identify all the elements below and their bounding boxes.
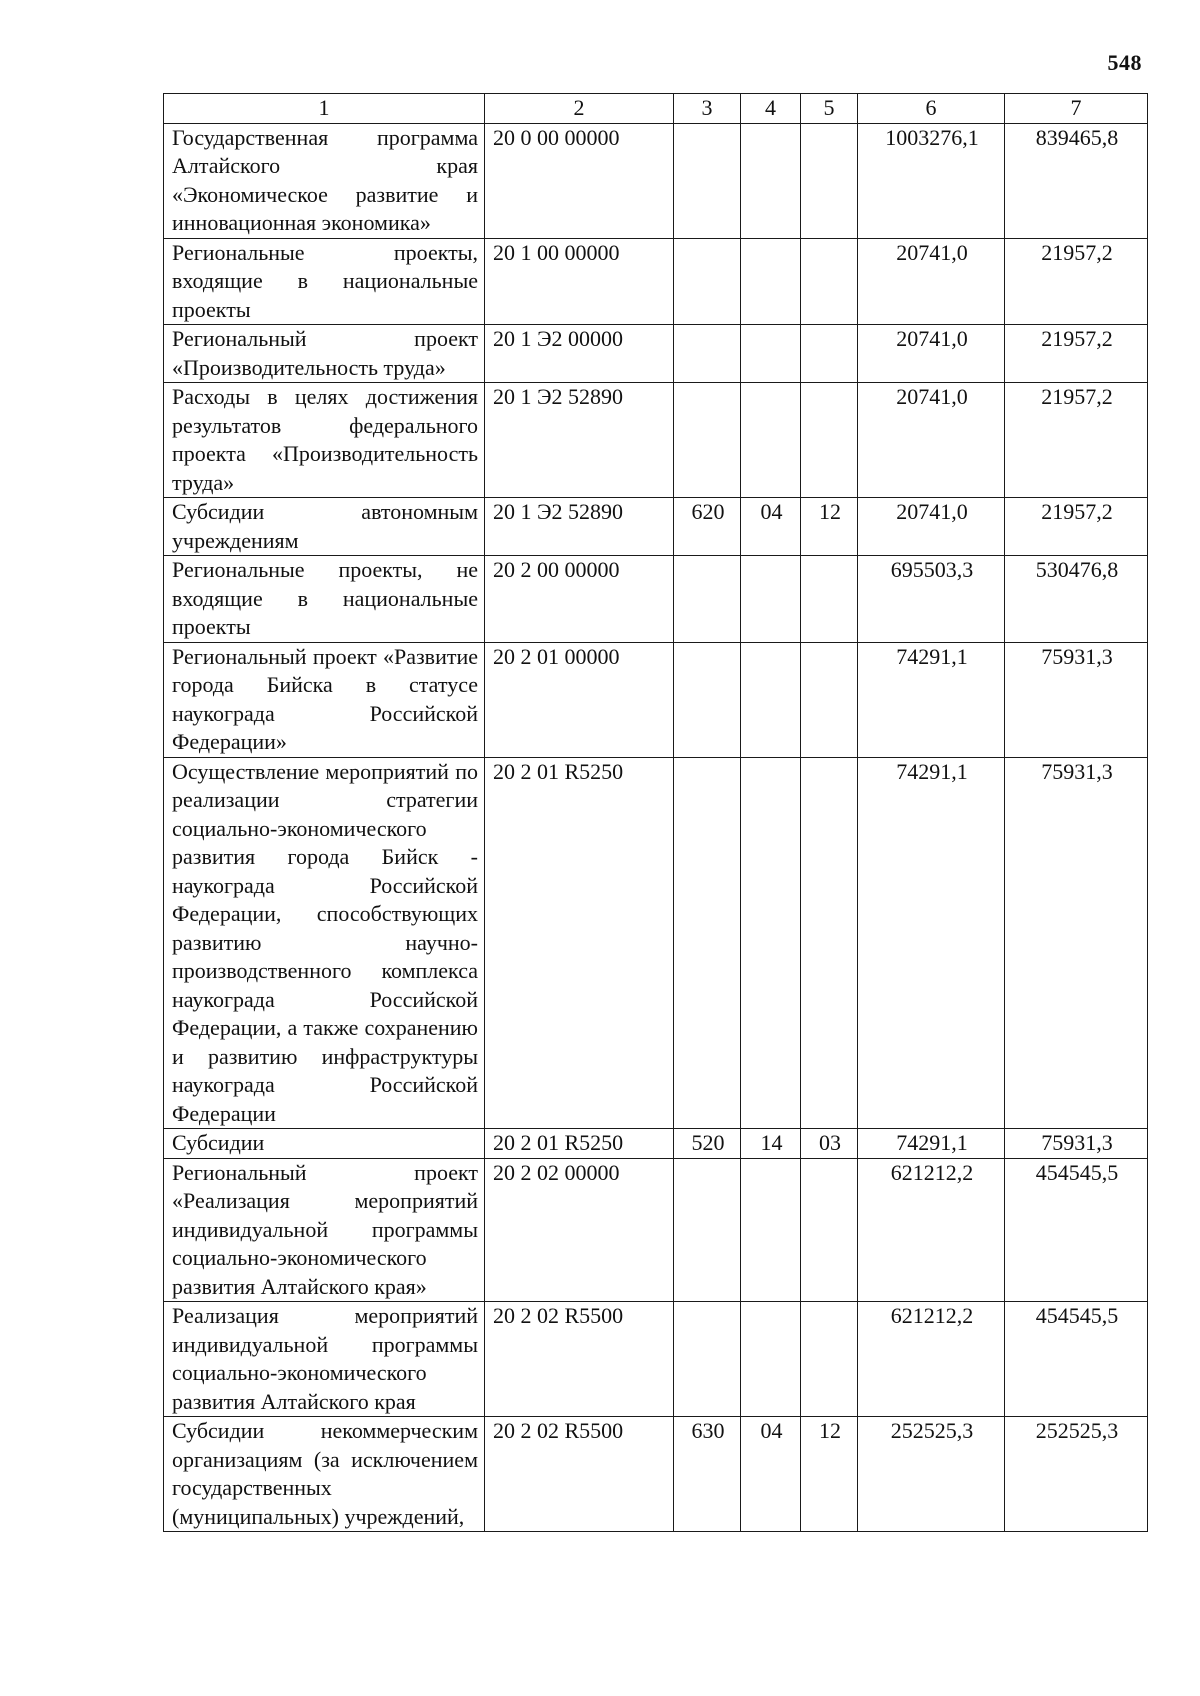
row-name: Региональные проекты, не входящие в национальные проекты bbox=[164, 556, 485, 643]
row-col4 bbox=[741, 123, 801, 238]
row-name: Расходы в целях достижения результатов федерального проекта «Производительность труда» bbox=[164, 383, 485, 498]
row-col3: 520 bbox=[674, 1129, 741, 1159]
row-value-7: 530476,8 bbox=[1005, 556, 1148, 643]
row-code: 20 2 01 R5250 bbox=[485, 757, 674, 1129]
row-col4 bbox=[741, 383, 801, 498]
row-col5: 12 bbox=[801, 1417, 858, 1532]
row-code: 20 2 01 00000 bbox=[485, 642, 674, 757]
row-col3 bbox=[674, 1158, 741, 1302]
row-value-7: 21957,2 bbox=[1005, 325, 1148, 383]
row-value-7: 21957,2 bbox=[1005, 238, 1148, 325]
table-header-row bbox=[164, 94, 1148, 124]
row-code: 20 1 Э2 52890 bbox=[485, 498, 674, 556]
row-col4 bbox=[741, 325, 801, 383]
row-code: 20 2 02 R5500 bbox=[485, 1417, 674, 1532]
row-col3 bbox=[674, 383, 741, 498]
row-col5 bbox=[801, 325, 858, 383]
budget-table bbox=[163, 93, 1148, 1532]
row-col3: 620 bbox=[674, 498, 741, 556]
column-header-2: 2 bbox=[485, 94, 674, 124]
row-name: Региональные проекты, входящие в национальные проекты bbox=[164, 238, 485, 325]
column-header-1: 1 bbox=[164, 94, 485, 124]
row-value-7: 252525,3 bbox=[1005, 1417, 1148, 1532]
column-header-7: 7 bbox=[1005, 94, 1148, 124]
row-col4 bbox=[741, 1158, 801, 1302]
row-value-6: 74291,1 bbox=[858, 642, 1005, 757]
row-value-6: 20741,0 bbox=[858, 383, 1005, 498]
row-name: Региональный проект «Развитие города Бийска в статусе наукограда Российской Федерации» bbox=[164, 642, 485, 757]
row-col4 bbox=[741, 238, 801, 325]
table-row bbox=[164, 757, 1148, 1129]
row-col5 bbox=[801, 556, 858, 643]
row-code: 20 2 02 R5500 bbox=[485, 1302, 674, 1417]
table-row bbox=[164, 642, 1148, 757]
row-value-6: 74291,1 bbox=[858, 757, 1005, 1129]
row-col3 bbox=[674, 556, 741, 643]
row-col5 bbox=[801, 123, 858, 238]
row-code: 20 2 00 00000 bbox=[485, 556, 674, 643]
row-col5 bbox=[801, 1302, 858, 1417]
row-col3 bbox=[674, 123, 741, 238]
row-value-7: 75931,3 bbox=[1005, 1129, 1148, 1159]
row-col3 bbox=[674, 642, 741, 757]
row-value-6: 252525,3 bbox=[858, 1417, 1005, 1532]
table-row bbox=[164, 325, 1148, 383]
row-col5 bbox=[801, 1158, 858, 1302]
page-number: 548 bbox=[1107, 50, 1142, 75]
row-col4 bbox=[741, 1302, 801, 1417]
row-col4 bbox=[741, 757, 801, 1129]
row-code: 20 1 Э2 52890 bbox=[485, 383, 674, 498]
row-col5: 12 bbox=[801, 498, 858, 556]
row-code: 20 2 02 00000 bbox=[485, 1158, 674, 1302]
row-code: 20 1 00 00000 bbox=[485, 238, 674, 325]
table-row bbox=[164, 383, 1148, 498]
row-col4: 04 bbox=[741, 498, 801, 556]
column-header-6: 6 bbox=[858, 94, 1005, 124]
column-header-4: 4 bbox=[741, 94, 801, 124]
table-row bbox=[164, 1158, 1148, 1302]
row-name: Осуществление мероприятий по реализации стратегии социально-экономического развития города Бийск - наукограда Российской Федерации, способствующих развитию научно-производственного комплекса наукограда Российской Федерации, а также сохранению и развитию инфраструктуры наукограда Российской Федерации bbox=[164, 757, 485, 1129]
row-col4 bbox=[741, 642, 801, 757]
row-col5 bbox=[801, 757, 858, 1129]
table-row bbox=[164, 1417, 1148, 1532]
row-code: 20 0 00 00000 bbox=[485, 123, 674, 238]
row-col3 bbox=[674, 1302, 741, 1417]
row-col5 bbox=[801, 642, 858, 757]
row-col3 bbox=[674, 325, 741, 383]
row-col3 bbox=[674, 757, 741, 1129]
table-row bbox=[164, 498, 1148, 556]
row-code: 20 1 Э2 00000 bbox=[485, 325, 674, 383]
row-value-6: 1003276,1 bbox=[858, 123, 1005, 238]
table-row bbox=[164, 1129, 1148, 1159]
row-value-6: 20741,0 bbox=[858, 325, 1005, 383]
row-col4: 04 bbox=[741, 1417, 801, 1532]
row-name: Государственная программа Алтайского края «Экономическое развитие и инновационная экономика» bbox=[164, 123, 485, 238]
row-value-6: 621212,2 bbox=[858, 1158, 1005, 1302]
table-row bbox=[164, 556, 1148, 643]
table-row bbox=[164, 123, 1148, 238]
row-value-6: 74291,1 bbox=[858, 1129, 1005, 1159]
row-value-7: 21957,2 bbox=[1005, 383, 1148, 498]
row-value-7: 75931,3 bbox=[1005, 642, 1148, 757]
row-value-7: 839465,8 bbox=[1005, 123, 1148, 238]
row-value-7: 454545,5 bbox=[1005, 1302, 1148, 1417]
row-col4: 14 bbox=[741, 1129, 801, 1159]
row-value-6: 695503,3 bbox=[858, 556, 1005, 643]
row-value-6: 621212,2 bbox=[858, 1302, 1005, 1417]
row-col4 bbox=[741, 556, 801, 643]
row-col3: 630 bbox=[674, 1417, 741, 1532]
table-row bbox=[164, 1302, 1148, 1417]
column-header-5: 5 bbox=[801, 94, 858, 124]
row-name: Субсидии bbox=[164, 1129, 485, 1159]
row-value-7: 75931,3 bbox=[1005, 757, 1148, 1129]
row-col5 bbox=[801, 383, 858, 498]
row-value-7: 454545,5 bbox=[1005, 1158, 1148, 1302]
row-value-7: 21957,2 bbox=[1005, 498, 1148, 556]
row-col5 bbox=[801, 238, 858, 325]
row-name: Реализация мероприятий индивидуальной программы социально-экономического развития Алтайского края bbox=[164, 1302, 485, 1417]
row-name: Субсидии автономным учреждениям bbox=[164, 498, 485, 556]
row-name: Региональный проект «Реализация мероприятий индивидуальной программы социально-экономического развития Алтайского края» bbox=[164, 1158, 485, 1302]
column-header-3: 3 bbox=[674, 94, 741, 124]
row-code: 20 2 01 R5250 bbox=[485, 1129, 674, 1159]
table-row bbox=[164, 238, 1148, 325]
row-name: Субсидии некоммерческим организациям (за исключением государственных (муниципальных) учреждений, bbox=[164, 1417, 485, 1532]
row-value-6: 20741,0 bbox=[858, 238, 1005, 325]
row-col3 bbox=[674, 238, 741, 325]
row-col5: 03 bbox=[801, 1129, 858, 1159]
row-value-6: 20741,0 bbox=[858, 498, 1005, 556]
row-name: Региональный проект «Производительность труда» bbox=[164, 325, 485, 383]
